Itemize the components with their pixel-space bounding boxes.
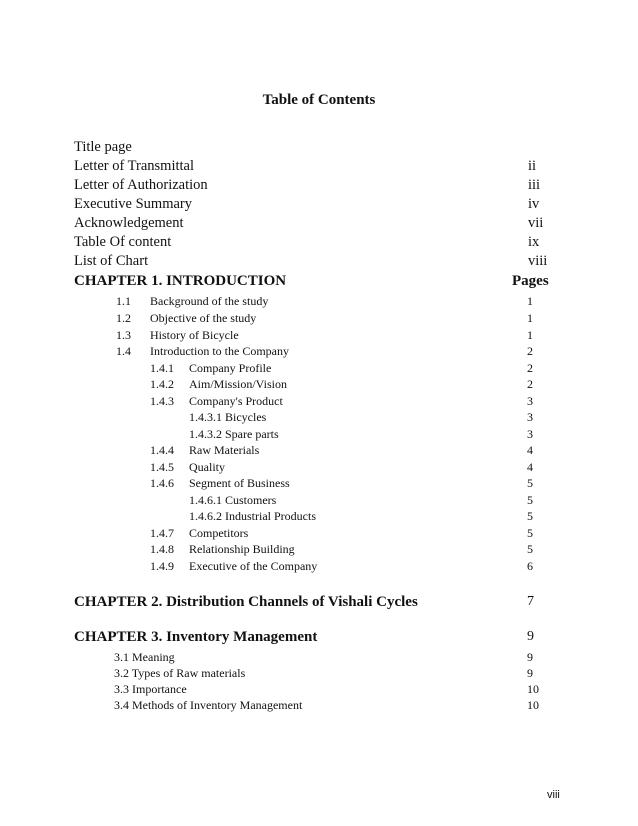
section-number: 1.1 — [116, 294, 131, 308]
toc-entry — [0, 177, 638, 195]
toc-entry — [0, 158, 638, 176]
subsubsection-title: 1.4.6.1 Customers — [189, 493, 277, 507]
section-title: History of Bicycle — [150, 328, 239, 342]
subsection-number: 1.4.7 — [150, 526, 174, 540]
section-page: 9 — [527, 650, 533, 664]
subsection-page: 5 — [527, 526, 533, 540]
toc-section — [0, 344, 638, 362]
subsubsection-page: 5 — [527, 509, 533, 523]
section-title: 3.4 Methods of Inventory Management — [114, 698, 303, 712]
entry-page: viii — [528, 253, 548, 269]
subsection-number: 1.4.8 — [150, 542, 174, 556]
subsection-title: Company Profile — [189, 361, 272, 375]
entry-page: iv — [528, 196, 540, 212]
entry-label: Title page — [74, 139, 132, 155]
chapter-page: 7 — [527, 594, 534, 609]
toc-entry — [0, 196, 638, 214]
subsection-title: Aim/Mission/Vision — [189, 377, 287, 391]
toc-subsection — [0, 542, 638, 560]
subsubsection-page: 3 — [527, 410, 533, 424]
entry-page: iii — [528, 177, 541, 193]
subsection-title: Segment of Business — [189, 476, 290, 490]
entry-label: List of Chart — [74, 253, 149, 269]
subsection-page: 3 — [527, 394, 533, 408]
subsection-title: Raw Materials — [189, 443, 260, 457]
subsection-title: Relationship Building — [189, 542, 295, 556]
entry-label: Letter of Transmittal — [74, 158, 195, 174]
section-page: 1 — [527, 294, 533, 308]
page-number-footer: viii — [547, 789, 560, 801]
subsection-title: Executive of the Company — [189, 559, 318, 573]
subsection-number: 1.4.6 — [150, 476, 174, 490]
section-title: 3.1 Meaning — [114, 650, 175, 664]
subsection-number: 1.4.9 — [150, 559, 174, 573]
section-title: Objective of the study — [150, 311, 257, 325]
toc-entry — [0, 253, 638, 271]
section-page: 1 — [527, 311, 533, 325]
subsection-title: Competitors — [189, 526, 249, 540]
toc-section — [0, 294, 638, 312]
section-title: Introduction to the Company — [150, 344, 289, 358]
subsubsection-title: 1.4.3.2 Spare parts — [189, 427, 279, 441]
chapter-page: 9 — [527, 629, 534, 644]
toc-subsubsection — [0, 509, 638, 527]
subsubsection-page: 5 — [527, 493, 533, 507]
toc-subsection — [0, 377, 638, 395]
entry-label: Acknowledgement — [74, 215, 184, 231]
subsubsection-page: 3 — [527, 427, 533, 441]
section-page: 1 — [527, 328, 533, 342]
subsubsection-title: 1.4.6.2 Industrial Products — [189, 509, 316, 523]
toc-subsection — [0, 476, 638, 494]
entry-label: Table Of content — [74, 234, 172, 250]
subsection-number: 1.4.1 — [150, 361, 174, 375]
toc-section — [0, 311, 638, 329]
section-number: 1.4 — [116, 344, 131, 358]
entry-label: Executive Summary — [74, 196, 192, 212]
subsubsection-title: 1.4.3.1 Bicycles — [189, 410, 267, 424]
chapter-heading — [0, 594, 638, 612]
chapter-label: CHAPTER 2. Distribution Channels of Vishali Cycles — [74, 594, 418, 610]
section-title: Background of the study — [150, 294, 269, 308]
section-number: 1.2 — [116, 311, 131, 325]
subsection-number: 1.4.3 — [150, 394, 174, 408]
entry-page: ii — [528, 158, 537, 174]
subsection-page: 5 — [527, 542, 533, 556]
subsection-number: 1.4.4 — [150, 443, 174, 457]
section-page: 2 — [527, 344, 533, 358]
entry-page: vii — [528, 215, 544, 231]
subsection-page: 6 — [527, 559, 533, 573]
subsection-number: 1.4.2 — [150, 377, 174, 391]
toc-section — [0, 698, 638, 716]
toc-entry — [0, 234, 638, 252]
chapter-heading — [0, 273, 638, 291]
toc-entry — [0, 139, 638, 157]
toc-subsection — [0, 559, 638, 577]
toc-subsection — [0, 443, 638, 461]
subsection-title: Company's Product — [189, 394, 283, 408]
section-page: 9 — [527, 666, 533, 680]
subsection-page: 4 — [527, 443, 533, 457]
toc-subsubsection — [0, 410, 638, 428]
subsection-page: 2 — [527, 377, 533, 391]
toc-title: Table of Contents — [262, 92, 376, 108]
section-number: 1.3 — [116, 328, 131, 342]
subsection-page: 2 — [527, 361, 533, 375]
subsection-page: 5 — [527, 476, 533, 490]
subsection-page: 4 — [527, 460, 533, 474]
toc-entry — [0, 215, 638, 233]
chapter-label: CHAPTER 3. Inventory Management — [74, 629, 318, 645]
section-page: 10 — [527, 682, 539, 696]
chapter-label: CHAPTER 1. INTRODUCTION — [74, 273, 287, 289]
entry-page: ix — [528, 234, 540, 250]
subsection-title: Quality — [189, 460, 225, 474]
subsection-number: 1.4.5 — [150, 460, 174, 474]
pages-header: Pages — [512, 273, 549, 289]
section-title: 3.3 Importance — [114, 682, 187, 696]
chapter-heading — [0, 629, 638, 647]
entry-label: Letter of Authorization — [74, 177, 208, 193]
section-title: 3.2 Types of Raw materials — [114, 666, 246, 680]
section-page: 10 — [527, 698, 539, 712]
